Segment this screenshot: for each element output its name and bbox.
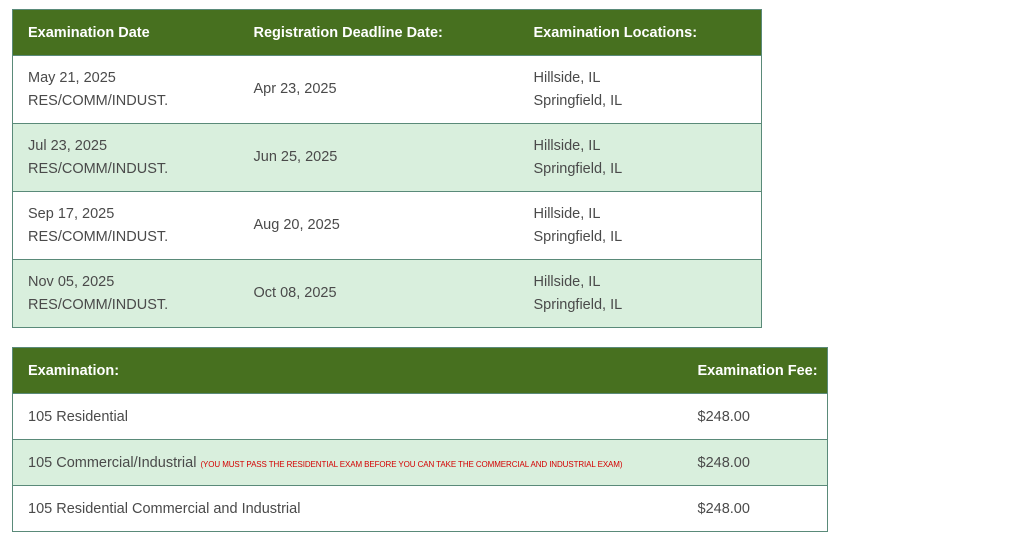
deadline-date: Oct 08, 2025 <box>239 260 519 328</box>
table-row <box>13 56 762 124</box>
table-row <box>13 394 828 440</box>
exam-type: RES/COMM/INDUST. <box>28 160 169 177</box>
exam-date: Sep 17, 2025 <box>28 205 115 222</box>
table-row <box>13 260 762 328</box>
locations-cell <box>519 192 762 260</box>
exam-fee: $248.00 <box>683 394 828 440</box>
exam-date: Nov 05, 2025 <box>28 273 115 290</box>
deadline-date: Apr 23, 2025 <box>239 56 519 124</box>
location: Hillside, IL <box>533 137 601 154</box>
exam-fee-table <box>12 347 828 532</box>
locations-cell <box>519 124 762 192</box>
location: Springfield, IL <box>533 160 623 177</box>
location: Hillside, IL <box>533 273 601 290</box>
location: Hillside, IL <box>533 69 601 86</box>
table-header-row <box>13 348 828 394</box>
locations-cell <box>519 56 762 124</box>
header-exam-locations: Examination Locations: <box>519 10 762 56</box>
table-row <box>13 440 828 486</box>
deadline-date: Jun 25, 2025 <box>239 124 519 192</box>
exam-name: 105 Residential Commercial and Industrial <box>13 486 683 532</box>
header-examination: Examination: <box>13 348 683 394</box>
exam-date-cell <box>13 56 239 124</box>
table-row <box>13 192 762 260</box>
exam-type: RES/COMM/INDUST. <box>28 92 169 109</box>
locations-cell <box>519 260 762 328</box>
location: Springfield, IL <box>533 92 623 109</box>
exam-date-cell <box>13 192 239 260</box>
header-exam-date: Examination Date <box>13 10 239 56</box>
exam-type: RES/COMM/INDUST. <box>28 296 169 313</box>
location: Springfield, IL <box>533 228 623 245</box>
exam-name: 105 Residential <box>13 394 683 440</box>
exam-date: May 21, 2025 <box>28 69 116 86</box>
exam-date: Jul 23, 2025 <box>28 137 108 154</box>
table-row <box>13 124 762 192</box>
header-examination-fee: Examination Fee: <box>683 348 828 394</box>
location: Springfield, IL <box>533 296 623 313</box>
deadline-date: Aug 20, 2025 <box>239 192 519 260</box>
prerequisite-warning: (YOU MUST PASS THE RESIDENTIAL EXAM BEFORE YOU CAN TAKE THE COMMERCIAL AND INDUSTRIAL EXAM) <box>200 459 623 469</box>
exam-name: 105 Commercial/Industrial <box>28 454 197 471</box>
exam-name-cell <box>13 440 683 486</box>
exam-schedule-table <box>12 9 762 328</box>
header-registration-deadline: Registration Deadline Date: <box>239 10 519 56</box>
exam-type: RES/COMM/INDUST. <box>28 228 169 245</box>
exam-date-cell <box>13 124 239 192</box>
exam-fee: $248.00 <box>683 440 828 486</box>
exam-date-cell <box>13 260 239 328</box>
table-header-row <box>13 10 762 56</box>
table-row <box>13 486 828 532</box>
exam-fee: $248.00 <box>683 486 828 532</box>
location: Hillside, IL <box>533 205 601 222</box>
